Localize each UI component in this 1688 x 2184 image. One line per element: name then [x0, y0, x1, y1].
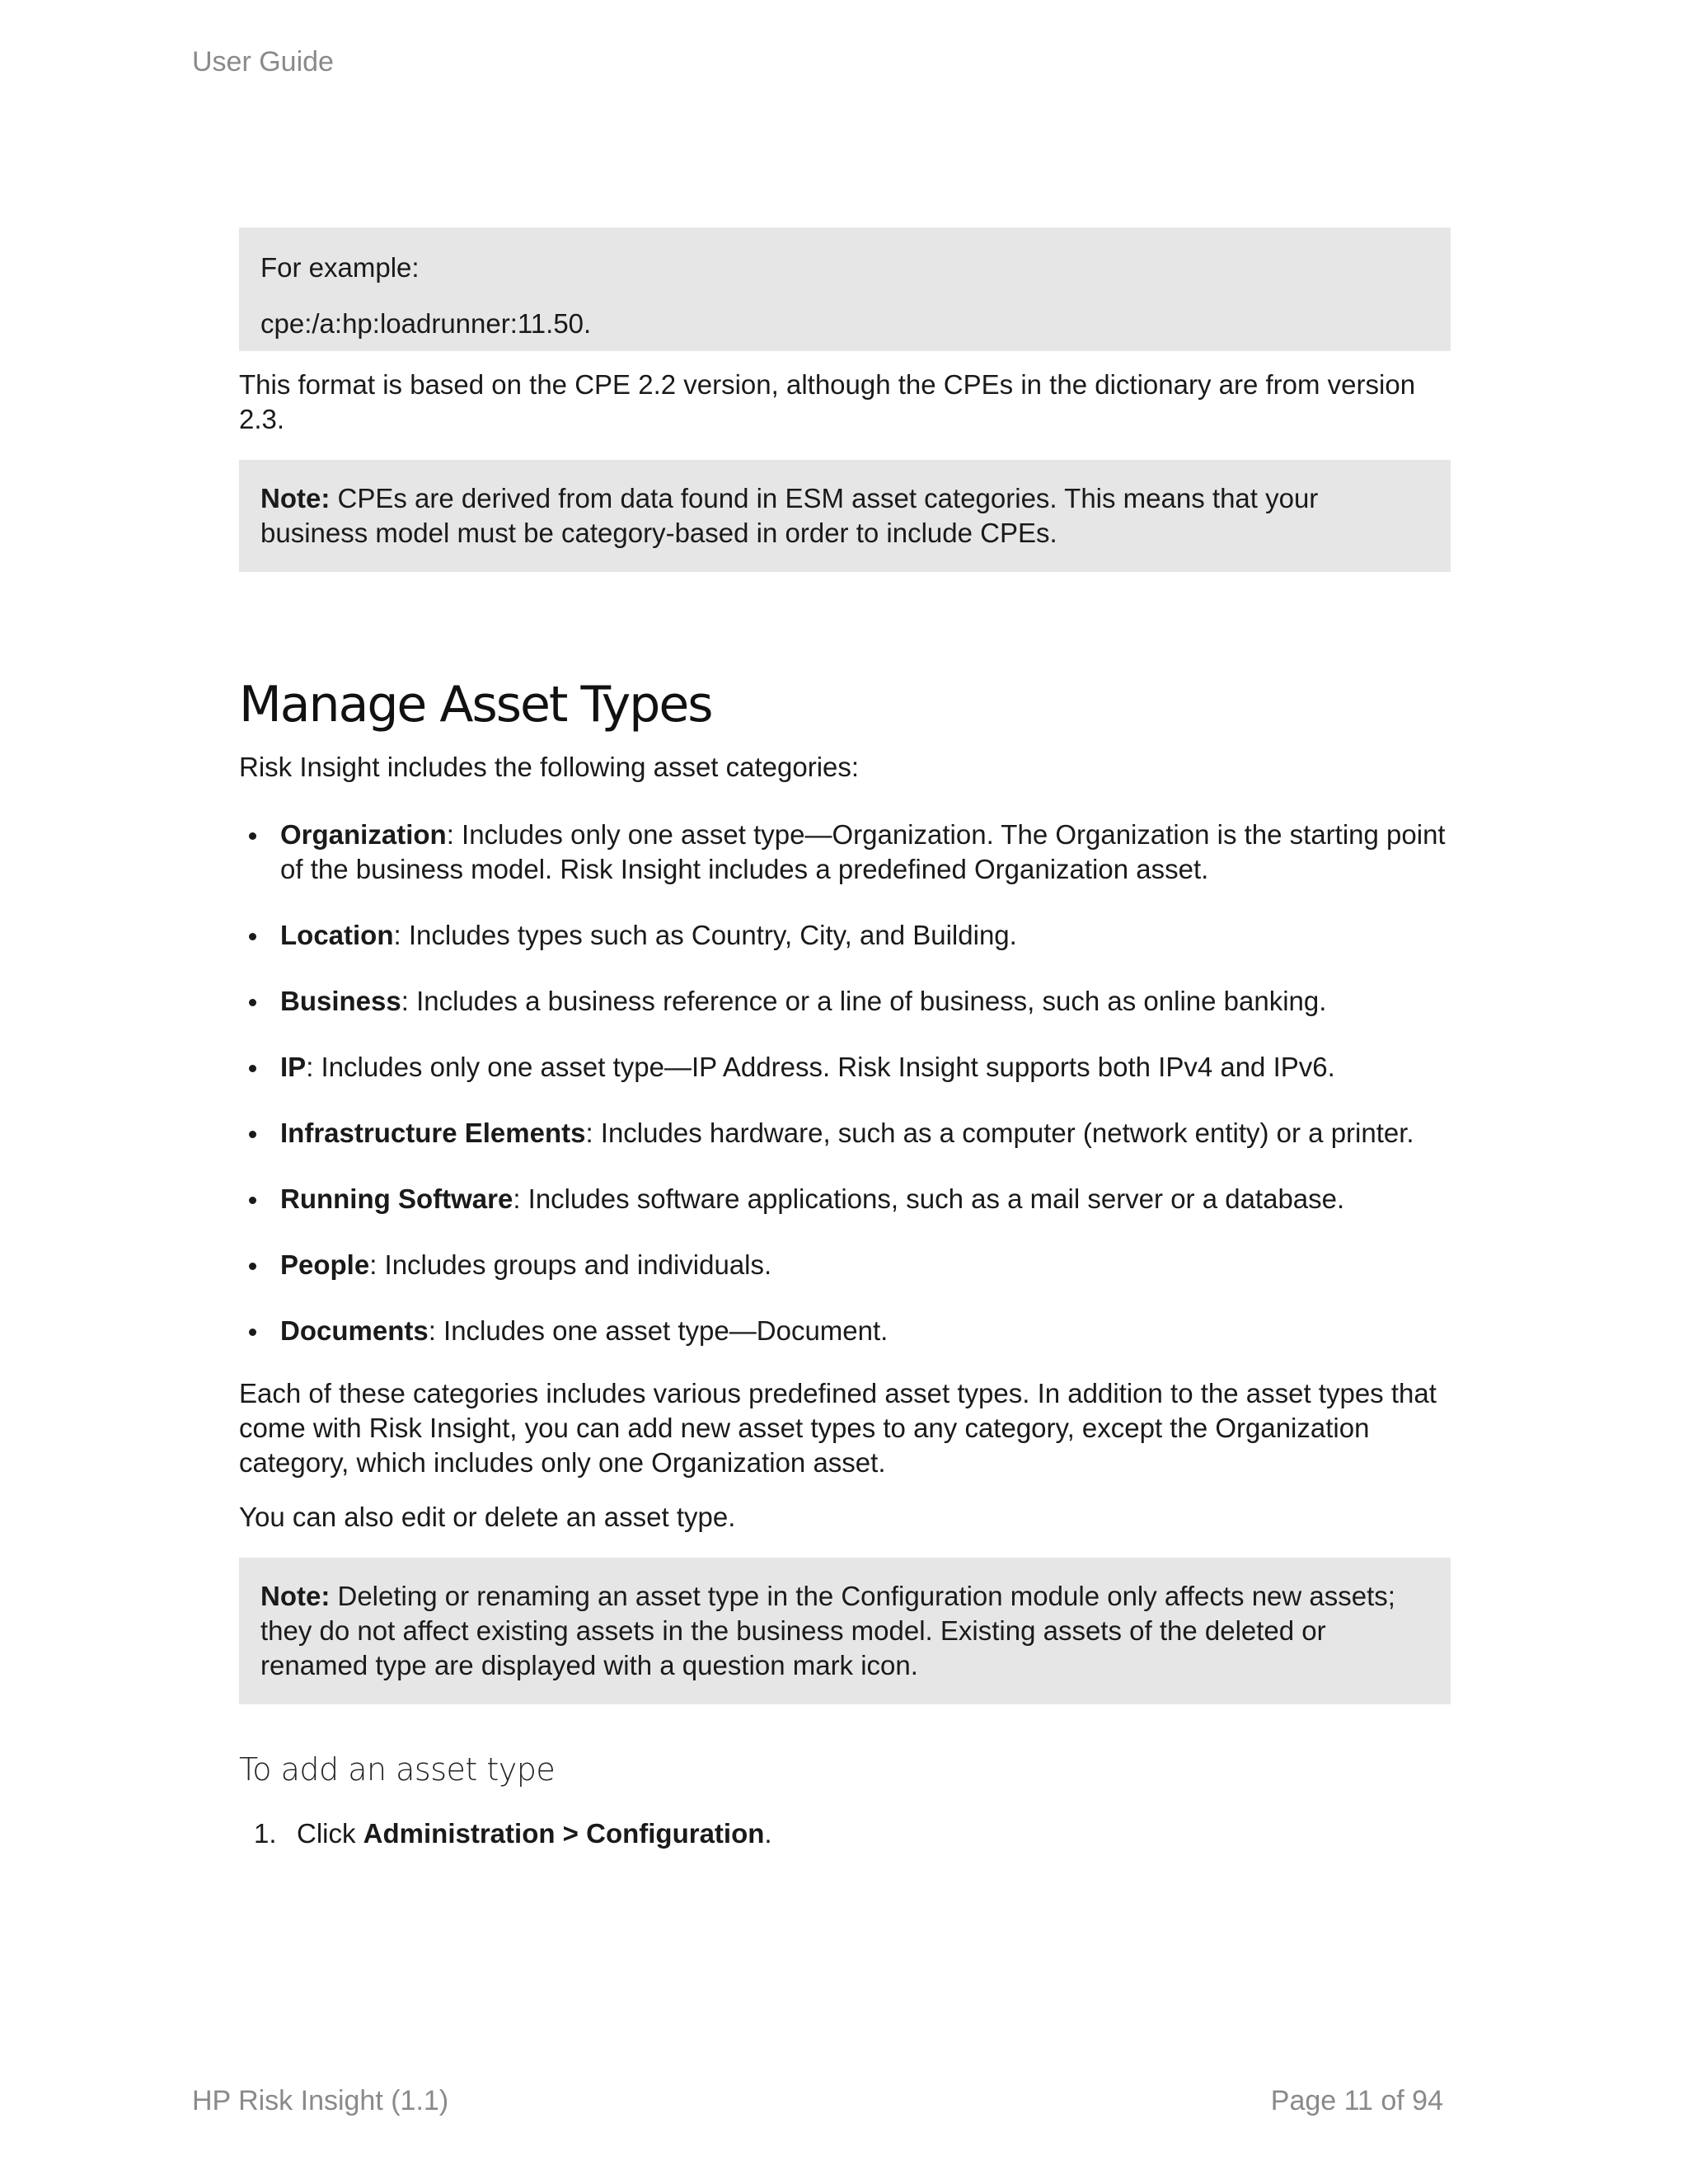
bullet-icon: [249, 1197, 256, 1204]
example-label: For example:: [260, 252, 420, 283]
category-term: Running Software: [280, 1183, 513, 1214]
step-item: [239, 1816, 1451, 1851]
category-desc: : Includes a business reference or a line of business, such as online banking.: [401, 986, 1327, 1016]
note-box-delete: [239, 1558, 1451, 1704]
bullet-icon: [249, 1263, 256, 1270]
note-text: CPEs are derived from data found in ESM asset categories. This means that your business model must be category-based in order to include CPEs.: [260, 483, 1319, 548]
category-desc: : Includes only one asset type—IP Address. Risk Insight supports both IPv4 and IPv6.: [306, 1052, 1335, 1082]
note-label: Note:: [260, 1581, 331, 1611]
note-box-cpe: [239, 460, 1451, 572]
running-header: User Guide: [192, 46, 334, 77]
category-term: Infrastructure Elements: [280, 1118, 586, 1148]
example-box: [239, 227, 1451, 351]
footer-product: HP Risk Insight (1.1): [192, 2085, 449, 2116]
category-term: Business: [280, 986, 401, 1016]
list-item: [239, 1248, 1451, 1282]
list-item: [239, 1116, 1451, 1151]
list-item: [239, 1314, 1451, 1348]
step-menu-path: Administration > Configuration: [363, 1818, 765, 1849]
category-desc: : Includes software applications, such as a mail server or a database.: [513, 1183, 1345, 1214]
footer-page-number: Page 11 of 94: [1270, 2085, 1443, 2116]
edit-paragraph: You can also edit or delete an asset type.: [239, 1502, 736, 1532]
bullet-icon: [249, 1131, 256, 1138]
list-item: [239, 984, 1451, 1019]
category-desc: : Includes groups and individuals.: [369, 1249, 772, 1280]
note-label: Note:: [260, 483, 331, 513]
category-desc: : Includes types such as Country, City, and Building.: [393, 920, 1017, 950]
category-term: IP: [280, 1052, 307, 1082]
category-list: [239, 818, 1451, 1348]
step-prefix: Click: [297, 1818, 363, 1849]
bullet-icon: [249, 933, 256, 940]
category-desc: : Includes only one asset type—Organization. The Organization is the starting point of the business model. Risk Insight includes a predefined Organization asset.: [280, 819, 1446, 884]
category-desc: : Includes one asset type—Document.: [428, 1315, 889, 1346]
list-item: [239, 1050, 1451, 1085]
category-term: Location: [280, 920, 394, 950]
category-desc: : Includes hardware, such as a computer (network entity) or a printer.: [585, 1118, 1414, 1148]
procedure-steps: [239, 1816, 1451, 1851]
section-title: Manage Asset Types: [239, 676, 712, 733]
category-term: Organization: [280, 819, 447, 850]
section-intro: Risk Insight includes the following asset categories:: [239, 752, 860, 782]
category-term: Documents: [280, 1315, 429, 1346]
bullet-icon: [249, 832, 256, 840]
note-paragraph: [260, 481, 1429, 551]
list-item: [239, 1182, 1451, 1216]
bullet-icon: [249, 999, 256, 1006]
bullet-icon: [249, 1329, 256, 1336]
list-item: [239, 918, 1451, 953]
category-term: People: [280, 1249, 370, 1280]
step-number: 1.: [254, 1818, 277, 1849]
example-cpe: cpe:/a:hp:loadrunner:11.50.: [260, 308, 592, 339]
categories-paragraph: Each of these categories includes various predefined asset types. In addition to the asset types that come with Risk Insight, you can add new asset types to any category, except the Organization category, which includes only one Organization asset.: [239, 1378, 1437, 1478]
step-suffix: .: [764, 1818, 772, 1849]
note-paragraph: [260, 1579, 1429, 1683]
page-content: [239, 227, 1451, 1851]
bullet-icon: [249, 1065, 256, 1072]
procedure-title: To add an asset type: [239, 1751, 556, 1788]
format-paragraph: This format is based on the CPE 2.2 version, although the CPEs in the dictionary are from version 2.3.: [239, 369, 1416, 434]
list-item: [239, 818, 1451, 887]
note-text: Deleting or renaming an asset type in the Configuration module only affects new assets; they do not affect existing assets in the business model. Existing assets of the deleted or renamed type are displayed with a question mark icon.: [260, 1581, 1395, 1680]
